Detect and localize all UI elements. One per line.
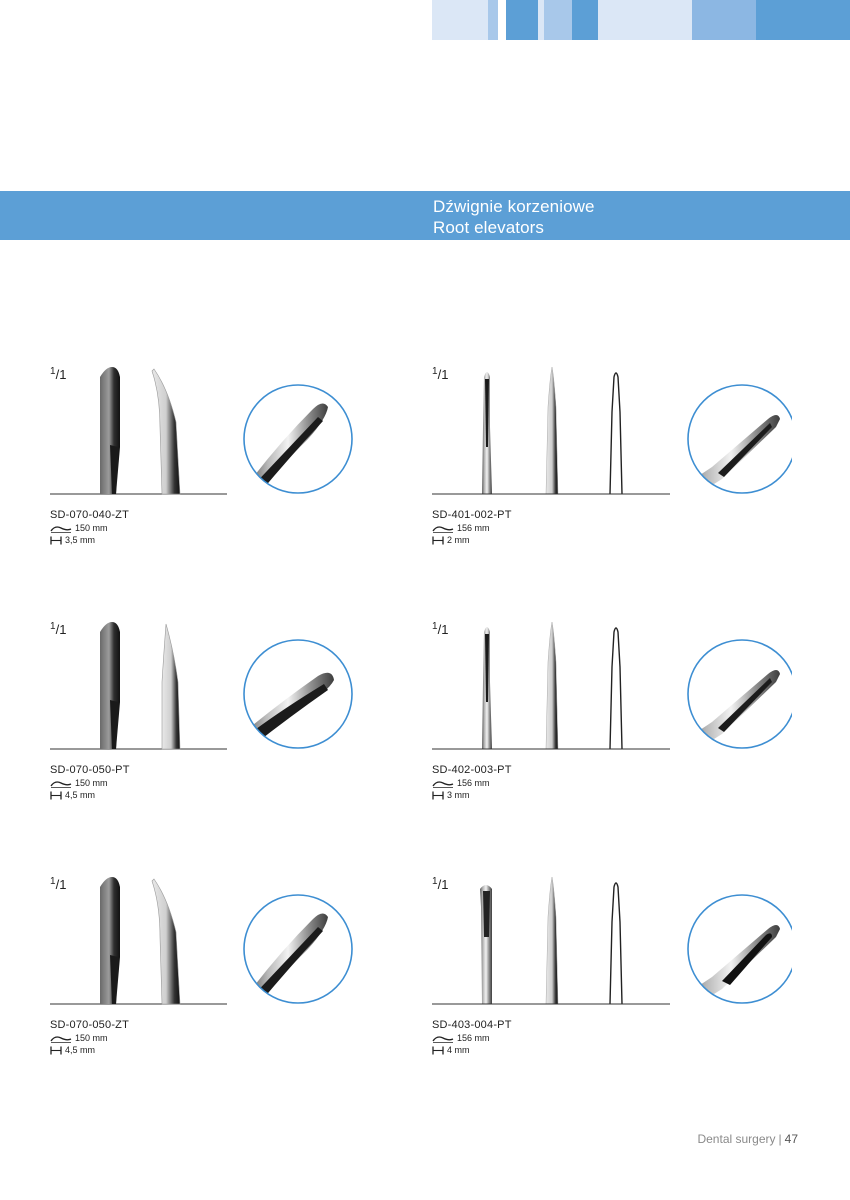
magnified-tip-view bbox=[682, 889, 792, 1009]
length-value: 156 mm bbox=[457, 523, 490, 533]
instrument-card bbox=[50, 877, 450, 1117]
page-number: 47 bbox=[784, 1132, 798, 1146]
blade-outline-view bbox=[610, 883, 622, 1004]
instrument-card bbox=[432, 622, 832, 862]
scale-numerator: 1 bbox=[50, 876, 56, 887]
scale-slash: / bbox=[437, 622, 442, 637]
scale-denominator: 1 bbox=[59, 367, 67, 382]
length-value: 156 mm bbox=[457, 1033, 490, 1043]
footer-separator: | bbox=[778, 1132, 782, 1146]
scale-numerator: 1 bbox=[432, 366, 438, 377]
scale-slash: / bbox=[55, 367, 60, 382]
scale-slash: / bbox=[437, 877, 442, 892]
product-code: SD-070-040-ZT bbox=[50, 509, 130, 521]
instrument-length-icon bbox=[50, 1034, 72, 1043]
accent-bar bbox=[572, 0, 598, 40]
blade-side-view bbox=[546, 877, 558, 1004]
instrument-drawing bbox=[50, 622, 410, 762]
width-value: 3,5 mm bbox=[65, 535, 96, 545]
width-value: 2 mm bbox=[447, 535, 470, 545]
length-value: 156 mm bbox=[457, 778, 490, 788]
accent-bar bbox=[488, 0, 498, 40]
scale-denominator: 1 bbox=[59, 877, 67, 892]
blade-front-view bbox=[100, 622, 120, 749]
accent-bar bbox=[756, 0, 850, 40]
instrument-card bbox=[432, 877, 832, 1117]
width-spec bbox=[50, 790, 95, 800]
blade-side-view bbox=[162, 624, 180, 749]
instrument-length-icon bbox=[432, 1034, 454, 1043]
section-title-band bbox=[0, 191, 850, 240]
section-title-english: Root elevators bbox=[433, 218, 545, 237]
magnified-tip-view bbox=[682, 379, 792, 499]
section-title-polish: Dźwignie korzeniowe bbox=[433, 197, 595, 216]
length-spec bbox=[50, 523, 108, 533]
scale-slash: / bbox=[55, 622, 60, 637]
product-code: SD-401-002-PT bbox=[432, 509, 512, 521]
length-spec bbox=[50, 1033, 108, 1043]
scale-denominator: 1 bbox=[59, 622, 67, 637]
instrument-drawing bbox=[50, 367, 410, 507]
width-value: 4,5 mm bbox=[65, 1045, 96, 1055]
width-spec bbox=[50, 1045, 95, 1055]
blade-side-view bbox=[546, 622, 558, 749]
width-spec bbox=[432, 535, 470, 545]
length-value: 150 mm bbox=[75, 778, 108, 788]
magnified-tip-view bbox=[682, 634, 792, 754]
scale-label bbox=[50, 877, 66, 892]
product-code: SD-403-004-PT bbox=[432, 1019, 512, 1031]
page-footer bbox=[697, 1132, 798, 1146]
blade-side-view bbox=[152, 369, 180, 494]
scale-numerator: 1 bbox=[50, 621, 56, 632]
magnified-tip-view bbox=[238, 889, 358, 1009]
length-spec bbox=[432, 523, 490, 533]
scale-numerator: 1 bbox=[432, 621, 438, 632]
instrument-drawing bbox=[432, 622, 792, 762]
blade-side-view bbox=[546, 367, 558, 494]
length-value: 150 mm bbox=[75, 1033, 108, 1043]
tip-width-icon bbox=[50, 536, 62, 545]
scale-slash: / bbox=[55, 877, 60, 892]
width-spec bbox=[432, 790, 470, 800]
scale-label bbox=[432, 877, 448, 892]
blade-front-view bbox=[100, 877, 120, 1004]
instrument-drawing bbox=[50, 877, 410, 1017]
scale-label bbox=[50, 622, 66, 637]
header-accent-bars bbox=[432, 0, 850, 40]
scale-denominator: 1 bbox=[441, 367, 449, 382]
scale-numerator: 1 bbox=[50, 366, 56, 377]
scale-denominator: 1 bbox=[441, 622, 449, 637]
scale-denominator: 1 bbox=[441, 877, 449, 892]
accent-bar bbox=[598, 0, 692, 40]
instrument-drawing bbox=[432, 877, 792, 1017]
accent-bar bbox=[692, 0, 756, 40]
width-spec bbox=[50, 535, 95, 545]
tip-width-icon bbox=[432, 1046, 444, 1055]
instrument-drawing bbox=[432, 367, 792, 507]
instrument-length-icon bbox=[50, 524, 72, 533]
scale-label bbox=[50, 367, 66, 382]
length-spec bbox=[432, 1033, 490, 1043]
product-code: SD-070-050-ZT bbox=[50, 1019, 130, 1031]
width-value: 4 mm bbox=[447, 1045, 470, 1055]
width-value: 4,5 mm bbox=[65, 790, 96, 800]
tip-width-icon bbox=[50, 791, 62, 800]
instrument-length-icon bbox=[50, 779, 72, 788]
instrument-length-icon bbox=[432, 779, 454, 788]
accent-bar bbox=[506, 0, 538, 40]
product-code: SD-070-050-PT bbox=[50, 764, 130, 776]
scale-label bbox=[432, 367, 448, 382]
blade-front-view bbox=[100, 367, 120, 494]
tip-width-icon bbox=[432, 791, 444, 800]
magnified-tip-view bbox=[238, 634, 358, 754]
tip-width-icon bbox=[50, 1046, 62, 1055]
width-value: 3 mm bbox=[447, 790, 470, 800]
footer-section: Dental surgery bbox=[697, 1132, 776, 1146]
product-code: SD-402-003-PT bbox=[432, 764, 512, 776]
length-spec bbox=[432, 778, 490, 788]
blade-outline-view bbox=[610, 628, 622, 749]
length-spec bbox=[50, 778, 108, 788]
length-value: 150 mm bbox=[75, 523, 108, 533]
tip-width-icon bbox=[432, 536, 444, 545]
instrument-length-icon bbox=[432, 524, 454, 533]
accent-bar bbox=[544, 0, 572, 40]
instrument-card bbox=[50, 622, 450, 862]
magnified-tip-view bbox=[238, 379, 358, 499]
scale-slash: / bbox=[437, 367, 442, 382]
width-spec bbox=[432, 1045, 470, 1055]
blade-outline-view bbox=[610, 373, 622, 494]
scale-numerator: 1 bbox=[432, 876, 438, 887]
instrument-card bbox=[432, 367, 832, 607]
blade-side-view bbox=[152, 879, 180, 1004]
scale-label bbox=[432, 622, 448, 637]
accent-bar bbox=[432, 0, 488, 40]
instrument-card bbox=[50, 367, 450, 607]
